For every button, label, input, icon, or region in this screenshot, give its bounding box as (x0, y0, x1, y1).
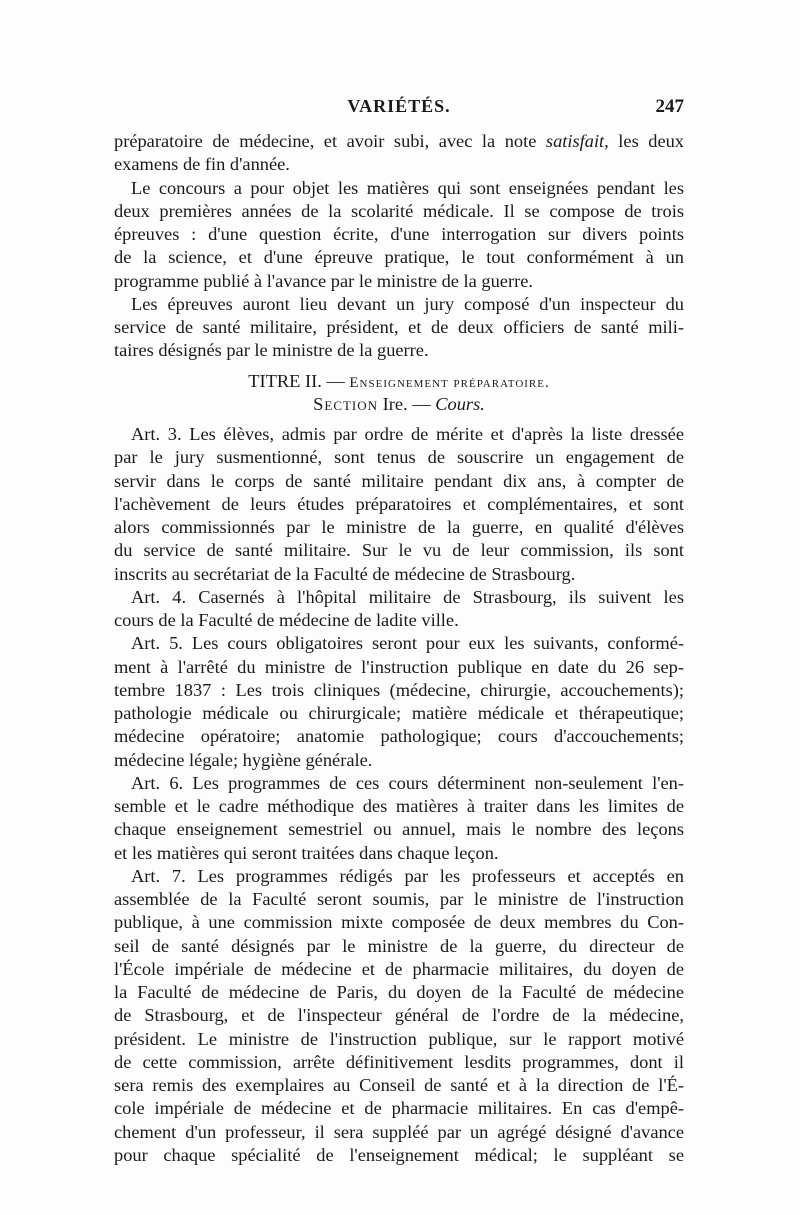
section-name: Cours. (435, 393, 485, 414)
article-line: du service de santé militaire. Sur le vu de leur commission, ils sont (114, 540, 684, 561)
article-line: Art. 4. Casernés à l'hôpital militaire de Strasbourg, ils suivent les (131, 586, 684, 607)
article-line: la Faculté de médecine de Paris, du doyen de la Faculté de médecine (114, 982, 684, 1002)
article-line: Art. 5. Les cours obligatoires seront pour eux les suivants, conformé- (131, 633, 684, 654)
article-line: chaque enseignement semestriel ou annuel, mais le nombre des leçons (114, 819, 684, 840)
article-line: pour chaque spécialité de l'enseignement médical; le suppléant se (114, 1144, 684, 1165)
article-line: Art. 3. Les élèves, admis par ordre de mérite et d'après la liste dressée (131, 424, 684, 444)
article-line: tembre 1837 : Les trois cliniques (médecine, chirurgie, accouchements); (114, 679, 684, 700)
text-line: deux premières années de la scolarité médicale. Il se compose de trois (114, 200, 684, 221)
article-line: seil de santé désignés par le ministre de la guerre, du directeur de (114, 935, 684, 956)
body-text (114, 130, 684, 1167)
article-line: ment à l'arrêté du ministre de l'instruction publique en date du 26 sep- (114, 656, 684, 677)
text-line: taires désignés par le ministre de la guerre. (114, 340, 429, 361)
article-line: servir dans le corps de santé militaire pendant dix ans, à compter de (114, 470, 684, 491)
article-line: médecine légale; hygiène générale. (114, 749, 373, 770)
titre-name: Enseignement préparatoire. (349, 374, 550, 391)
text-line: examens de fin d'année. (114, 154, 290, 175)
article-line: Art. 7. Les programmes rédigés par les professeurs et acceptés en (131, 865, 684, 886)
article-line: médecine opératoire; anatomie pathologique; cours d'accouchements; (114, 726, 684, 747)
running-title: VARIÉTÉS. (347, 96, 451, 116)
article-line: alors commissionnés par le ministre de la guerre, en qualité d'élèves (114, 517, 684, 537)
article-line: et les matières qui seront traitées dans chaque leçon. (114, 842, 499, 863)
article-line: de cette commission, arrête définitivement lesdits programmes, dont il (114, 1051, 684, 1072)
article-line: publique, à une commission mixte composée de deux membres du Con- (114, 912, 684, 933)
text-line: épreuves : d'une question écrite, d'une interrogation sur divers points (114, 224, 684, 244)
article-line: chement d'un professeur, il sera suppléé par un agrégé désigné d'avance (114, 1121, 684, 1142)
article-line: pathologie médicale ou chirurgicale; matière médicale et thérapeutique; (114, 703, 684, 723)
text-line: préparatoire de médecine, et avoir subi, avec la note satisfait, les deux (114, 131, 684, 151)
article-line: l'achèvement de leurs études préparatoires et complémentaires, et sont (114, 493, 684, 514)
article-line: sera remis des exemplaires au Conseil de santé et à la direction de l'É- (114, 1075, 684, 1095)
article-line: cours de la Faculté de médecine de ladite ville. (114, 610, 459, 630)
article-line: semble et le cadre méthodique des matières à traiter dans les limites de (114, 796, 684, 816)
article-line: par le jury susmentionné, sont tenus de souscrire un engagement de (114, 447, 684, 468)
article-line: président. Le ministre de l'instruction publique, sur le rapport motivé (114, 1028, 684, 1049)
page-number: 247 (655, 96, 684, 117)
article-line: inscrits au secrétariat de la Faculté de médecine de Strasbourg. (114, 563, 576, 584)
text-line: service de santé militaire, président, et de deux officiers de santé mili- (114, 317, 684, 337)
text-line: Le concours a pour objet les matières qui sont enseignées pendant les (131, 177, 684, 198)
text-line: de la science, et d'une épreuve pratique, le tout conformément à un (114, 247, 684, 268)
article-line: de Strasbourg, et de l'inspecteur général de l'ordre de la médecine, (114, 1005, 684, 1026)
section-heading: Section Ire. — Cours. (313, 393, 485, 414)
text-line: programme publié à l'avance par le ministre de la guerre. (114, 270, 533, 291)
titre-heading: TITRE II. — Enseignement préparatoire. (248, 370, 550, 391)
article-line: cole impériale de médecine et de pharmacie militaires. En cas d'empê- (114, 1098, 684, 1119)
article-line: l'École impériale de médecine et de pharmacie militaires, du doyen de (114, 958, 684, 979)
italic-note: satisfait (545, 131, 605, 151)
article-line: Art. 6. Les programmes de ces cours déterminent non-seulement l'en- (131, 772, 684, 793)
text-line: Les épreuves auront lieu devant un jury composé d'un inspecteur du (131, 293, 684, 314)
article-line: assemblée de la Faculté seront soumis, par le ministre de l'instruction (114, 889, 684, 909)
page-header (114, 96, 684, 126)
